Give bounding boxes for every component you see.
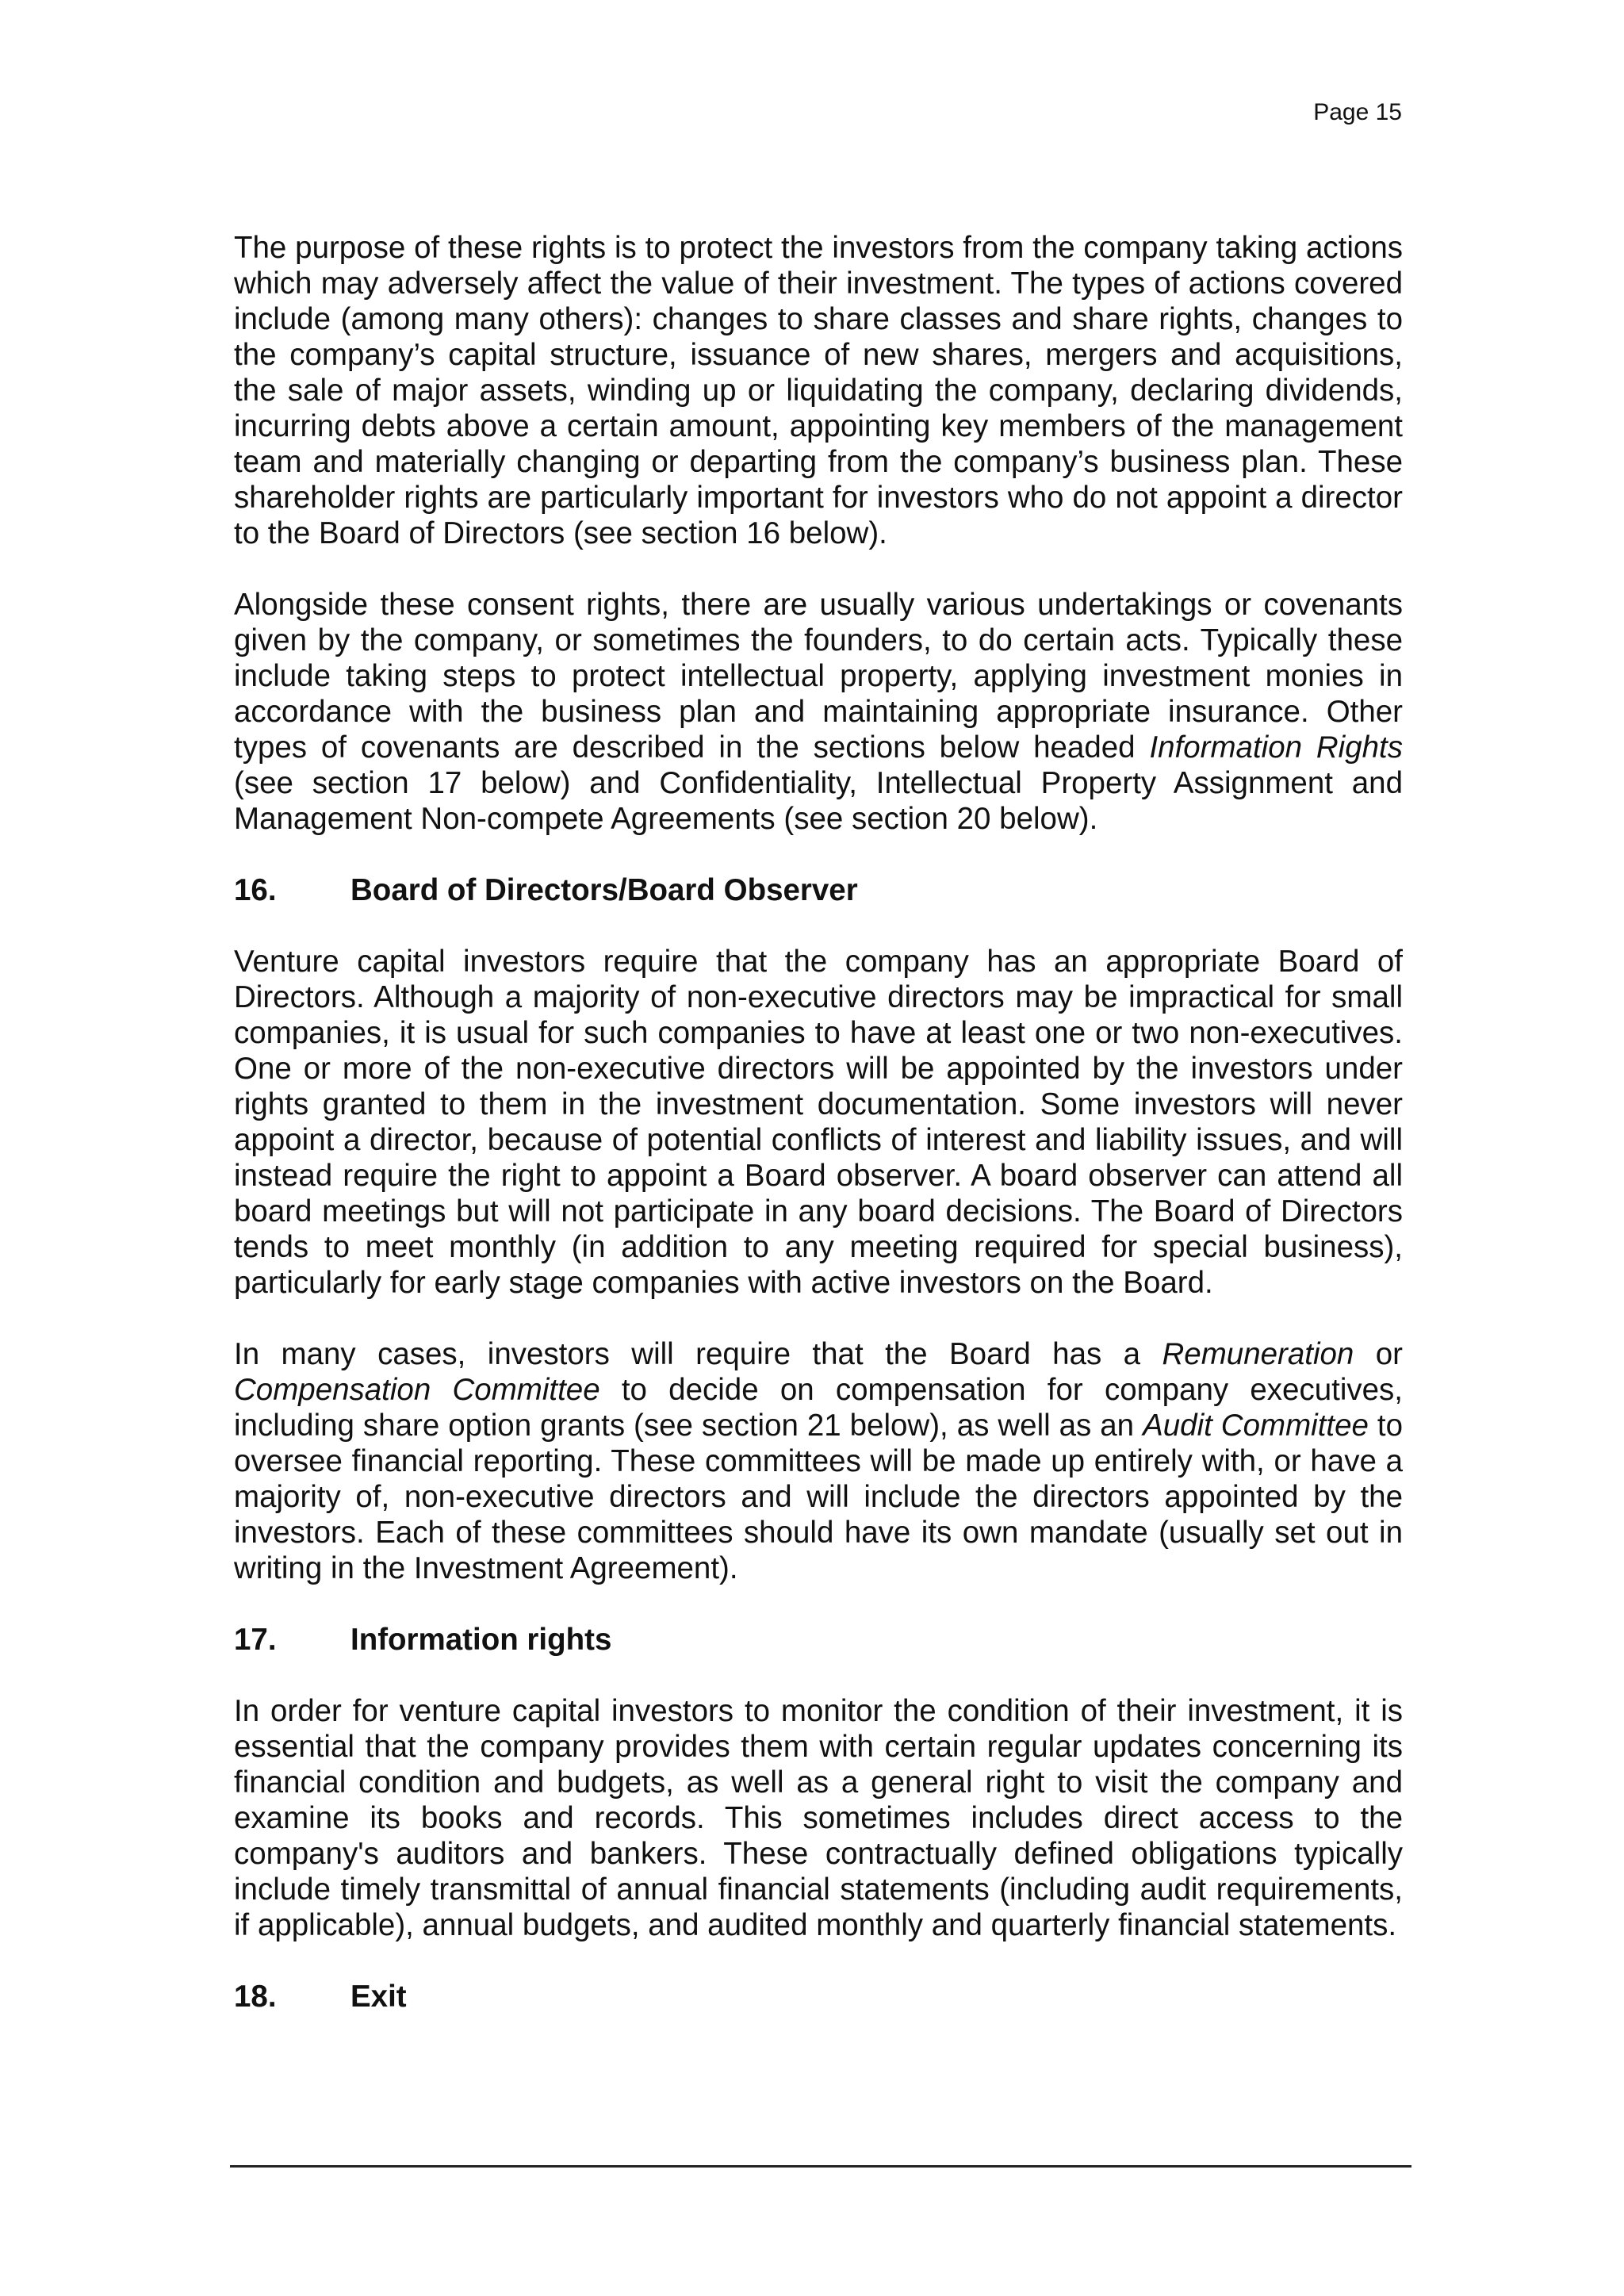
emphasis-remuneration: Remuneration (1162, 1337, 1354, 1371)
paragraph-committees (234, 1336, 1403, 1586)
paragraph-text: to oversee financial reporting. These committees will be made up entirely with, or have a majority of, non-executive directors and will include the directors appointed by the investors. Each of these committees should have its own mandate (usually set out in writing in the Investment Agreement). (234, 1409, 1403, 1585)
section-title: Exit (350, 1980, 407, 2014)
section-number: 17. (234, 1623, 277, 1657)
emphasis-compensation-committee: Compensation Committee (234, 1373, 600, 1407)
section-heading-17 (234, 1622, 1403, 1658)
paragraph-text: (see section 17 below) and Confidentiality, Intellectual Property Assignment and Management Non-compete Agreements (see section 20 below). (234, 766, 1403, 836)
paragraph-covenants (234, 587, 1403, 837)
document-body (234, 230, 1403, 2050)
section-number: 18. (234, 1980, 277, 2014)
paragraph-information-rights: In order for venture capital investors to monitor the condition of their investment, it is essential that the company provides them with certain regular updates concerning its financial condition and budgets, as well as a general right to visit the company and examine its books and records. This sometimes includes direct access to the company's auditors and bankers. These contractually defined obligations typically include timely transmittal of annual financial statements (including audit requirements, if applicable), annual budgets, and audited monthly and quarterly financial statements. (234, 1694, 1403, 1942)
section-heading-18 (234, 1979, 1403, 2014)
section-title: Board of Directors/Board Observer (350, 873, 858, 907)
emphasis-audit-committee: Audit Committee (1143, 1409, 1369, 1443)
page-number: Page 15 (1313, 99, 1402, 125)
section-title: Information rights (350, 1623, 612, 1657)
paragraph-text: Alongside these consent rights, there are usually various undertakings or covenants given by the company, or sometimes the founders, to do certain acts. Typically these include taking steps to protect intellectual property, applying investment monies in accordance with the business plan and maintaining appropriate insurance. Other types of covenants are described in the sections below headed (234, 588, 1403, 765)
paragraph-board-of-directors: Venture capital investors require that the company has an appropriate Board of Directors. Although a majority of non-executive directors may be impractical for small companies, it is usual for such companies to have at least one or two non-executives. One or more of the non-executive directors will be appointed by the investors under rights granted to them in the investment documentation. Some investors will never appoint a director, because of potential conflicts of interest and liability issues, and will instead require the right to appoint a Board observer. A board observer can attend all board meetings but will not participate in any board decisions. The Board of Directors tends to meet monthly (in addition to any meeting required for special business), particularly for early stage companies with active investors on the Board. (234, 945, 1403, 1300)
footer-divider (230, 2165, 1411, 2168)
paragraph-text: In many cases, investors will require that the Board has a (234, 1337, 1162, 1371)
paragraph-text: or (1354, 1337, 1403, 1371)
paragraph-protection-rights: The purpose of these rights is to protect the investors from the company taking actions which may adversely affect the value of their investment. The types of actions covered include (among many others): changes to share classes and share rights, changes to the company’s capital structure, issuance of new shares, mergers and acquisitions, the sale of major assets, winding up or liquidating the company, declaring dividends, incurring debts above a certain amount, appointing key members of the management team and materially changing or departing from the company’s business plan. These shareholder rights are particularly important for investors who do not appoint a director to the Board of Directors (see section 16 below). (234, 231, 1403, 550)
section-heading-16 (234, 872, 1403, 908)
emphasis-information-rights: Information Rights (1149, 730, 1404, 765)
section-number: 16. (234, 873, 277, 907)
paragraph-text: to decide on compensation for company executives, including share option grants (see section 21 below), as well as an (234, 1373, 1403, 1443)
